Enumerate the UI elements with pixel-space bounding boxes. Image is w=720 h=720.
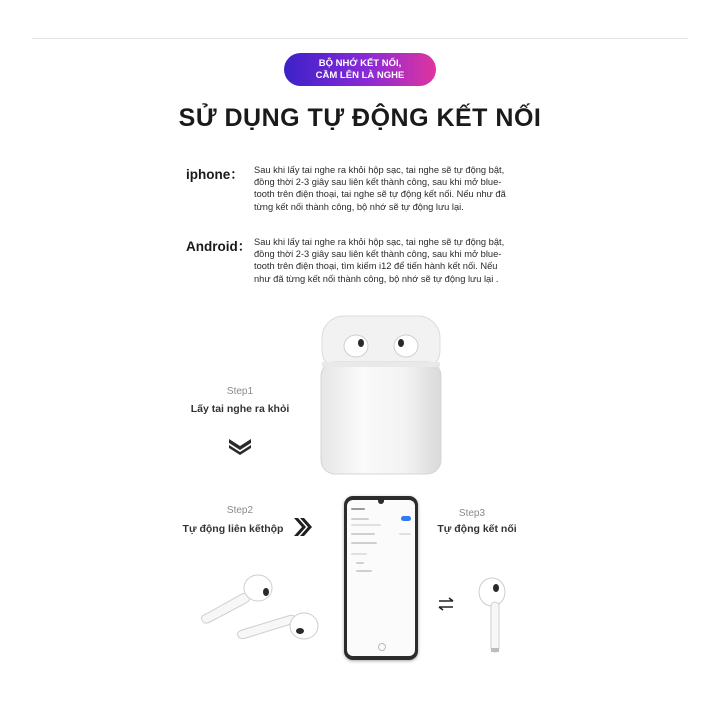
android-desc-line: Sau khi lấy tai nghe ra khỏi hộp sạc, tai nghe sẽ tự động bật, [254, 237, 505, 247]
step2-number: Step2 [226, 505, 254, 516]
top-divider [32, 38, 688, 39]
android-desc-line: tooth trên điện thoại, tìm kiếm i12 để tiến hành kết nối. Nếu [254, 261, 498, 272]
step3-number: Step3 [458, 508, 486, 519]
phone-notch [378, 500, 384, 504]
iphone-desc-line: tooth trên điện thoại, tai nghe sẽ tự động kết nối. Nếu như đã [254, 189, 506, 200]
swap-arrows-icon [437, 597, 455, 611]
android-desc-line: như đã từng kết nối thành công, bộ nhớ sẽ tự động lưu lại . [254, 273, 499, 284]
android-label: Android： [186, 239, 252, 254]
bluetooth-toggle [401, 516, 411, 521]
step2-text: Tự động liên kếthộp [182, 523, 284, 535]
double-chevron-down-icon [227, 437, 253, 455]
step3-text: Tự động kết nối [437, 523, 517, 535]
earbuds-image [196, 570, 326, 650]
page-title: SỬ DỤNG TỰ ĐỘNG KẾT NỐI [178, 104, 542, 132]
phone-mockup [344, 496, 418, 660]
double-chevron-right-icon [293, 516, 313, 538]
home-icon [378, 643, 386, 651]
step1-number: Step1 [226, 386, 254, 397]
iphone-desc-line: Sau khi lấy tai nghe ra khỏi hộp sạc, tai nghe sẽ tự động bật, [254, 165, 505, 175]
single-earbud-image [476, 574, 512, 658]
charging-case-image [316, 310, 446, 480]
badge-line-2: CẦM LÊN LÀ NGHE [315, 69, 405, 81]
iphone-description [254, 164, 544, 213]
iphone-label: iphone： [186, 167, 244, 182]
phone-screen [347, 500, 415, 656]
iphone-desc-line: đồng thời 2-3 giây sau liên kết thành công, sau khi mở blue- [254, 177, 502, 188]
badge-line-1: BỘ NHỚ KẾT NỐI, [318, 57, 402, 69]
android-desc-line: đồng thời 2-3 giây sau liên kết thành công, sau khi mở blue- [254, 249, 502, 260]
step1-text: Lấy tai nghe ra khỏi [190, 403, 290, 415]
promo-badge [284, 53, 436, 86]
iphone-desc-line: từng kết nối thành công, bộ nhớ sẽ tự động lưu lại. [254, 201, 464, 212]
android-description [254, 236, 544, 285]
